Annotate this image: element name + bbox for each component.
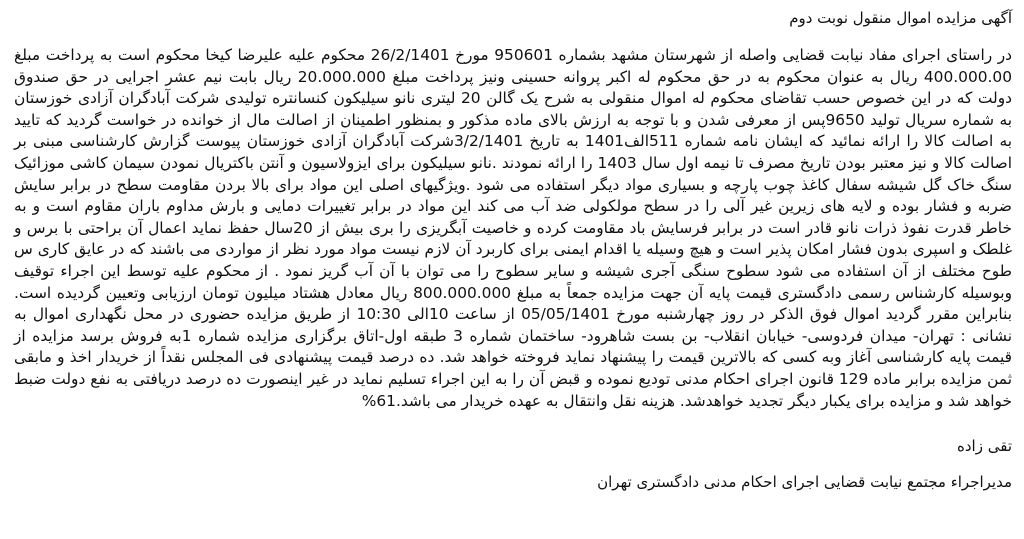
notice-body: در راستای اجرای مفاد نیابت قضایی واصله از شهرستان مشهد بشماره 950601 مورخ 26/2/1401 محکوم علیه علیرضا کیخا محکوم است به پرداخت مبلغ 400.000.00 ریال به عنوان محکوم به در حق محکوم له اکبر پروانه حسینی ونیز پرداخت مبلغ 20.000.000 ریال بابت نیم عشر اجرایی در حق صندوق دولت که در این خصوص حسب تقاضای محکوم له اموال منقولی به شرح یک گالن 20 لیتری نانو سیلیکون کنسانتره تولیدی شرکت آبادگران آزادی خوزستان به شماره سریال تولید 9650پس از معرفی شدن و با توجه به ارزش بالای ماده مذکور و بمنظور اطمینان از اصالت مال از خوانده در خواست گردید که تایید به اصالت کالا را ارائه نمائید که ایشان نامه شماره 511الف1401 به تاریخ 3/2/1401شرکت آبادگران آزادی خوزستان پیوست گزارش کارشناسی مبنی بر اصالت کالا و نیز معتبر بودن تاریخ مصرف تا نیمه اول سال 1403 را ارائه نمودند .نانو سیلیکون برای ایزولاسیون و آنتن باکتریال نمودن سیمان کاشی موزائیک سنگ خاک گل شیشه سفال کاغذ چوب پارچه و بسیاری مواد دیگر استفاده می شود .ویژگیهای اصلی این مواد برای بالا بردن مقاومت سطح در برابر سایش ضربه و فشار بوده و لایه های زیرین غیر آلی را در سطح مولکولی ضد آب می کند این مواد در برابر تغییرات دمایی و بارش مداوم باران مقاوم است و به خاطر قدرت نفوذ ذرات نانو قادر است در برابر فرسایش باد مقاومت کرده و خاصیت آبگریزی را بری بیش از 20سال حفظ نماید اعمال آن براحتی با برس و غلطک و اسپری بدون فشار امکان پذیر است و هیچ وسیله یا اقدام ایمنی برای کاربرد آن لازم نیست مواد مورد نظر از مواردی می باشند که در عایق کاری س طوح مختلف از آن استفاده می شود سطوح سنگی آجری شیشه و سایر سطوح را می توان با آن آب گریز نمود . از محکوم علیه توسط این اجراء توقیف وبوسیله کارشناس رسمی دادگستری قیمت پایه آن جهت مزایده جمعاً به مبلغ 800.000.000 ریال معادل هشتاد میلیون تومان ارزیابی وتعیین گردیده است. بنابراین مقرر گردید اموال فوق الذکر در روز چهارشنبه مورخ 05/05/1401 از ساعت 10الی 10:30 از طریق مزایده حضوری در محل نگهداری اموال به نشانی : تهران- میدان فردوسی- خیابان انقلاب- بن بست شاهرود- ساختمان شماره 3 طبقه اول-اتاق برگزاری مزایده شماره 1به فروش برسد مزایده از قیمت پایه کارشناسی آغاز وبه کسی که بالاترین قیمت را پیشنهاد نماید فروخته خواهد شد. ده درصد قیمت پیشنهادی فی المجلس نقداً از خریدار اخذ و مابقی ثمن مزایده برابر ماده 129 قانون اجرای احکام مدنی تودیع نموده و قبض آن را به این اجراء تسلیم نماید در غیر اینصورت ده درصد دریافتی به نفع دولت ضبط خواهد شد و مزایده برای یکبار دیگر تجدید خواهدشد. هزینه نقل وانتقال به عهده خریدار می باشد.61% — [14, 46, 1013, 410]
signer-name: تقی زاده — [957, 437, 1012, 456]
issuing-office: مدیراجراء مجتمع نیابت قضایی اجرای احکام مدنی دادگستری تهران — [597, 473, 1012, 492]
notice-title: آگهی مزایده اموال منقول نوبت دوم — [789, 9, 1012, 27]
